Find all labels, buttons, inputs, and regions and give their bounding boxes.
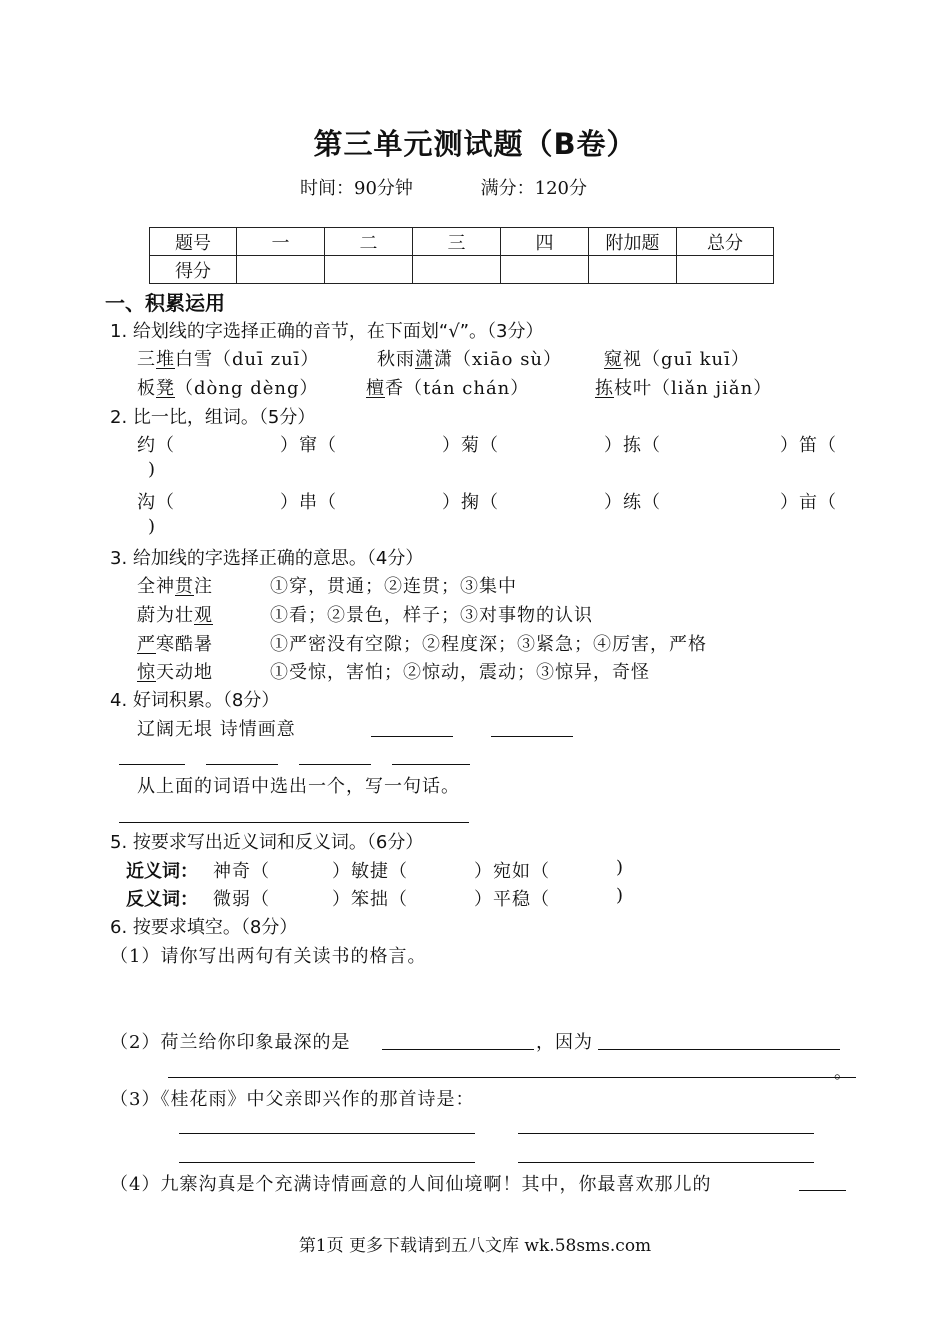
score-table [149, 227, 774, 284]
question-1-title: 1. 给划线的字选择正确的音节，在下面划“√”。（3分） [110, 321, 544, 342]
q5-cell: 微弱（ [213, 889, 270, 910]
q5-cell: ) [616, 857, 625, 878]
q3-meaning: ①严密没有空隙；②程度深；③紧急；④厉害，严格 [270, 634, 707, 655]
q6-part-3: （3）《桂花雨》中父亲即兴作的那首诗是： [110, 1089, 475, 1110]
answer-blank[interactable] [119, 764, 185, 765]
score-table-score-row [150, 256, 774, 284]
answer-blank[interactable] [598, 1049, 840, 1050]
q2-cell: ）菊（ [442, 435, 499, 456]
q4-instruction: 从上面的词语中选出一个，写一句话。 [137, 776, 460, 797]
question-4-title: 4. 好词积累。（8分） [110, 690, 280, 711]
q2-cell: ）练（ [604, 492, 661, 513]
q2-cell: ）笛（ [780, 435, 837, 456]
q1-item: 檀香（tán chán） [366, 378, 530, 399]
q6-part-2a: （2）荷兰给你印象最深的是 [110, 1032, 351, 1053]
q1-item: 秋雨潇潇（xiāo sù） [377, 349, 563, 370]
q2-cell: ）亩（ [780, 492, 837, 513]
score-header-cell: 三 [413, 228, 501, 256]
q4-words: 辽阔无垠 诗情画意 [137, 719, 296, 740]
page-footer: 第1页 更多下载请到五八文库 wk.58sms.com [298, 1236, 652, 1256]
answer-blank[interactable] [299, 764, 371, 765]
q3-meaning: ①受惊，害怕；②惊动，震动；③惊异，奇怪 [270, 662, 650, 683]
answer-blank[interactable] [799, 1190, 846, 1191]
synonym-label: 近义词： [126, 861, 198, 882]
time-limit: 时间：90分钟 [300, 178, 413, 199]
antonym-label: 反义词： [126, 889, 198, 910]
exam-info [300, 174, 587, 200]
q1-item: 窥视（guī kuī） [604, 349, 750, 370]
score-header-cell: 总分 [677, 228, 774, 256]
q3-word: 全神贯注 [137, 576, 213, 597]
question-6-title: 6. 按要求填空。（8分） [110, 917, 298, 938]
q5-cell: ）敏捷（ [332, 861, 408, 882]
question-3-title: 3. 给加线的字选择正确的意思。（4分） [110, 548, 424, 569]
q3-word: 惊天动地 [137, 662, 213, 683]
q2-close: ) [148, 516, 157, 537]
q3-word: 蔚为壮观 [137, 605, 213, 626]
question-2-title: 2. 比一比，组词。（5分） [110, 407, 316, 428]
q5-cell: ) [616, 885, 625, 906]
score-row-label: 得分 [150, 256, 237, 284]
section-heading: 一、积累运用 [105, 291, 225, 315]
q2-cell: ）拣（ [604, 435, 661, 456]
q6-part-1: （1）请你写出两句有关读书的格言。 [110, 946, 427, 967]
q5-cell: 神奇（ [213, 861, 270, 882]
q6-part-4: （4）九寨沟真是个充满诗情画意的人间仙境啊！其中，你最喜欢那儿的 [110, 1174, 712, 1195]
answer-blank[interactable] [179, 1162, 475, 1163]
score-header-cell: 附加题 [589, 228, 677, 256]
score-cell[interactable] [501, 256, 589, 284]
q5-cell: ）平稳（ [474, 889, 550, 910]
answer-blank[interactable] [206, 764, 278, 765]
q3-meaning: ①看；②景色，样子；③对事物的认识 [270, 605, 593, 626]
q3-word: 严寒酷暑 [137, 634, 213, 655]
answer-blank[interactable] [518, 1162, 814, 1163]
q2-cell: ）窜（ [280, 435, 337, 456]
score-header-cell: 一 [237, 228, 325, 256]
page-title: 第三单元测试题（B卷） [313, 127, 637, 161]
score-header-cell: 题号 [150, 228, 237, 256]
q6-part-2-end: 。 [834, 1062, 853, 1083]
full-score: 满分：120分 [480, 178, 587, 199]
q2-cell: ）掬（ [442, 492, 499, 513]
score-cell[interactable] [325, 256, 413, 284]
score-header-cell: 四 [501, 228, 589, 256]
q6-part-2b: ，因为 [536, 1032, 593, 1053]
q2-cell: ）串（ [280, 492, 337, 513]
q1-item: 板凳（dòng dèng） [137, 378, 319, 399]
question-5-title: 5. 按要求写出近义词和反义词。（6分） [110, 832, 424, 853]
score-table-header-row [150, 228, 774, 256]
answer-blank[interactable] [179, 1133, 475, 1134]
q1-item: 三堆白雪（duī zuī） [137, 349, 320, 370]
score-cell[interactable] [413, 256, 501, 284]
answer-blank[interactable] [392, 764, 470, 765]
answer-blank[interactable] [382, 1049, 534, 1050]
q1-item: 拣枝叶（liǎn jiǎn） [595, 378, 773, 399]
answer-blank[interactable] [518, 1133, 814, 1134]
q5-cell: ）笨拙（ [332, 889, 408, 910]
q2-close: ) [148, 459, 157, 480]
q5-cell: ）宛如（ [474, 861, 550, 882]
q2-cell: 沟（ [137, 492, 175, 513]
score-header-cell: 二 [325, 228, 413, 256]
q2-cell: 约（ [137, 435, 175, 456]
answer-blank[interactable] [371, 736, 453, 737]
score-cell[interactable] [677, 256, 774, 284]
answer-blank[interactable] [491, 736, 573, 737]
score-cell[interactable] [237, 256, 325, 284]
score-cell[interactable] [589, 256, 677, 284]
answer-blank[interactable] [168, 1077, 856, 1078]
q3-meaning: ①穿，贯通；②连贯；③集中 [270, 576, 517, 597]
answer-blank[interactable] [119, 822, 469, 823]
